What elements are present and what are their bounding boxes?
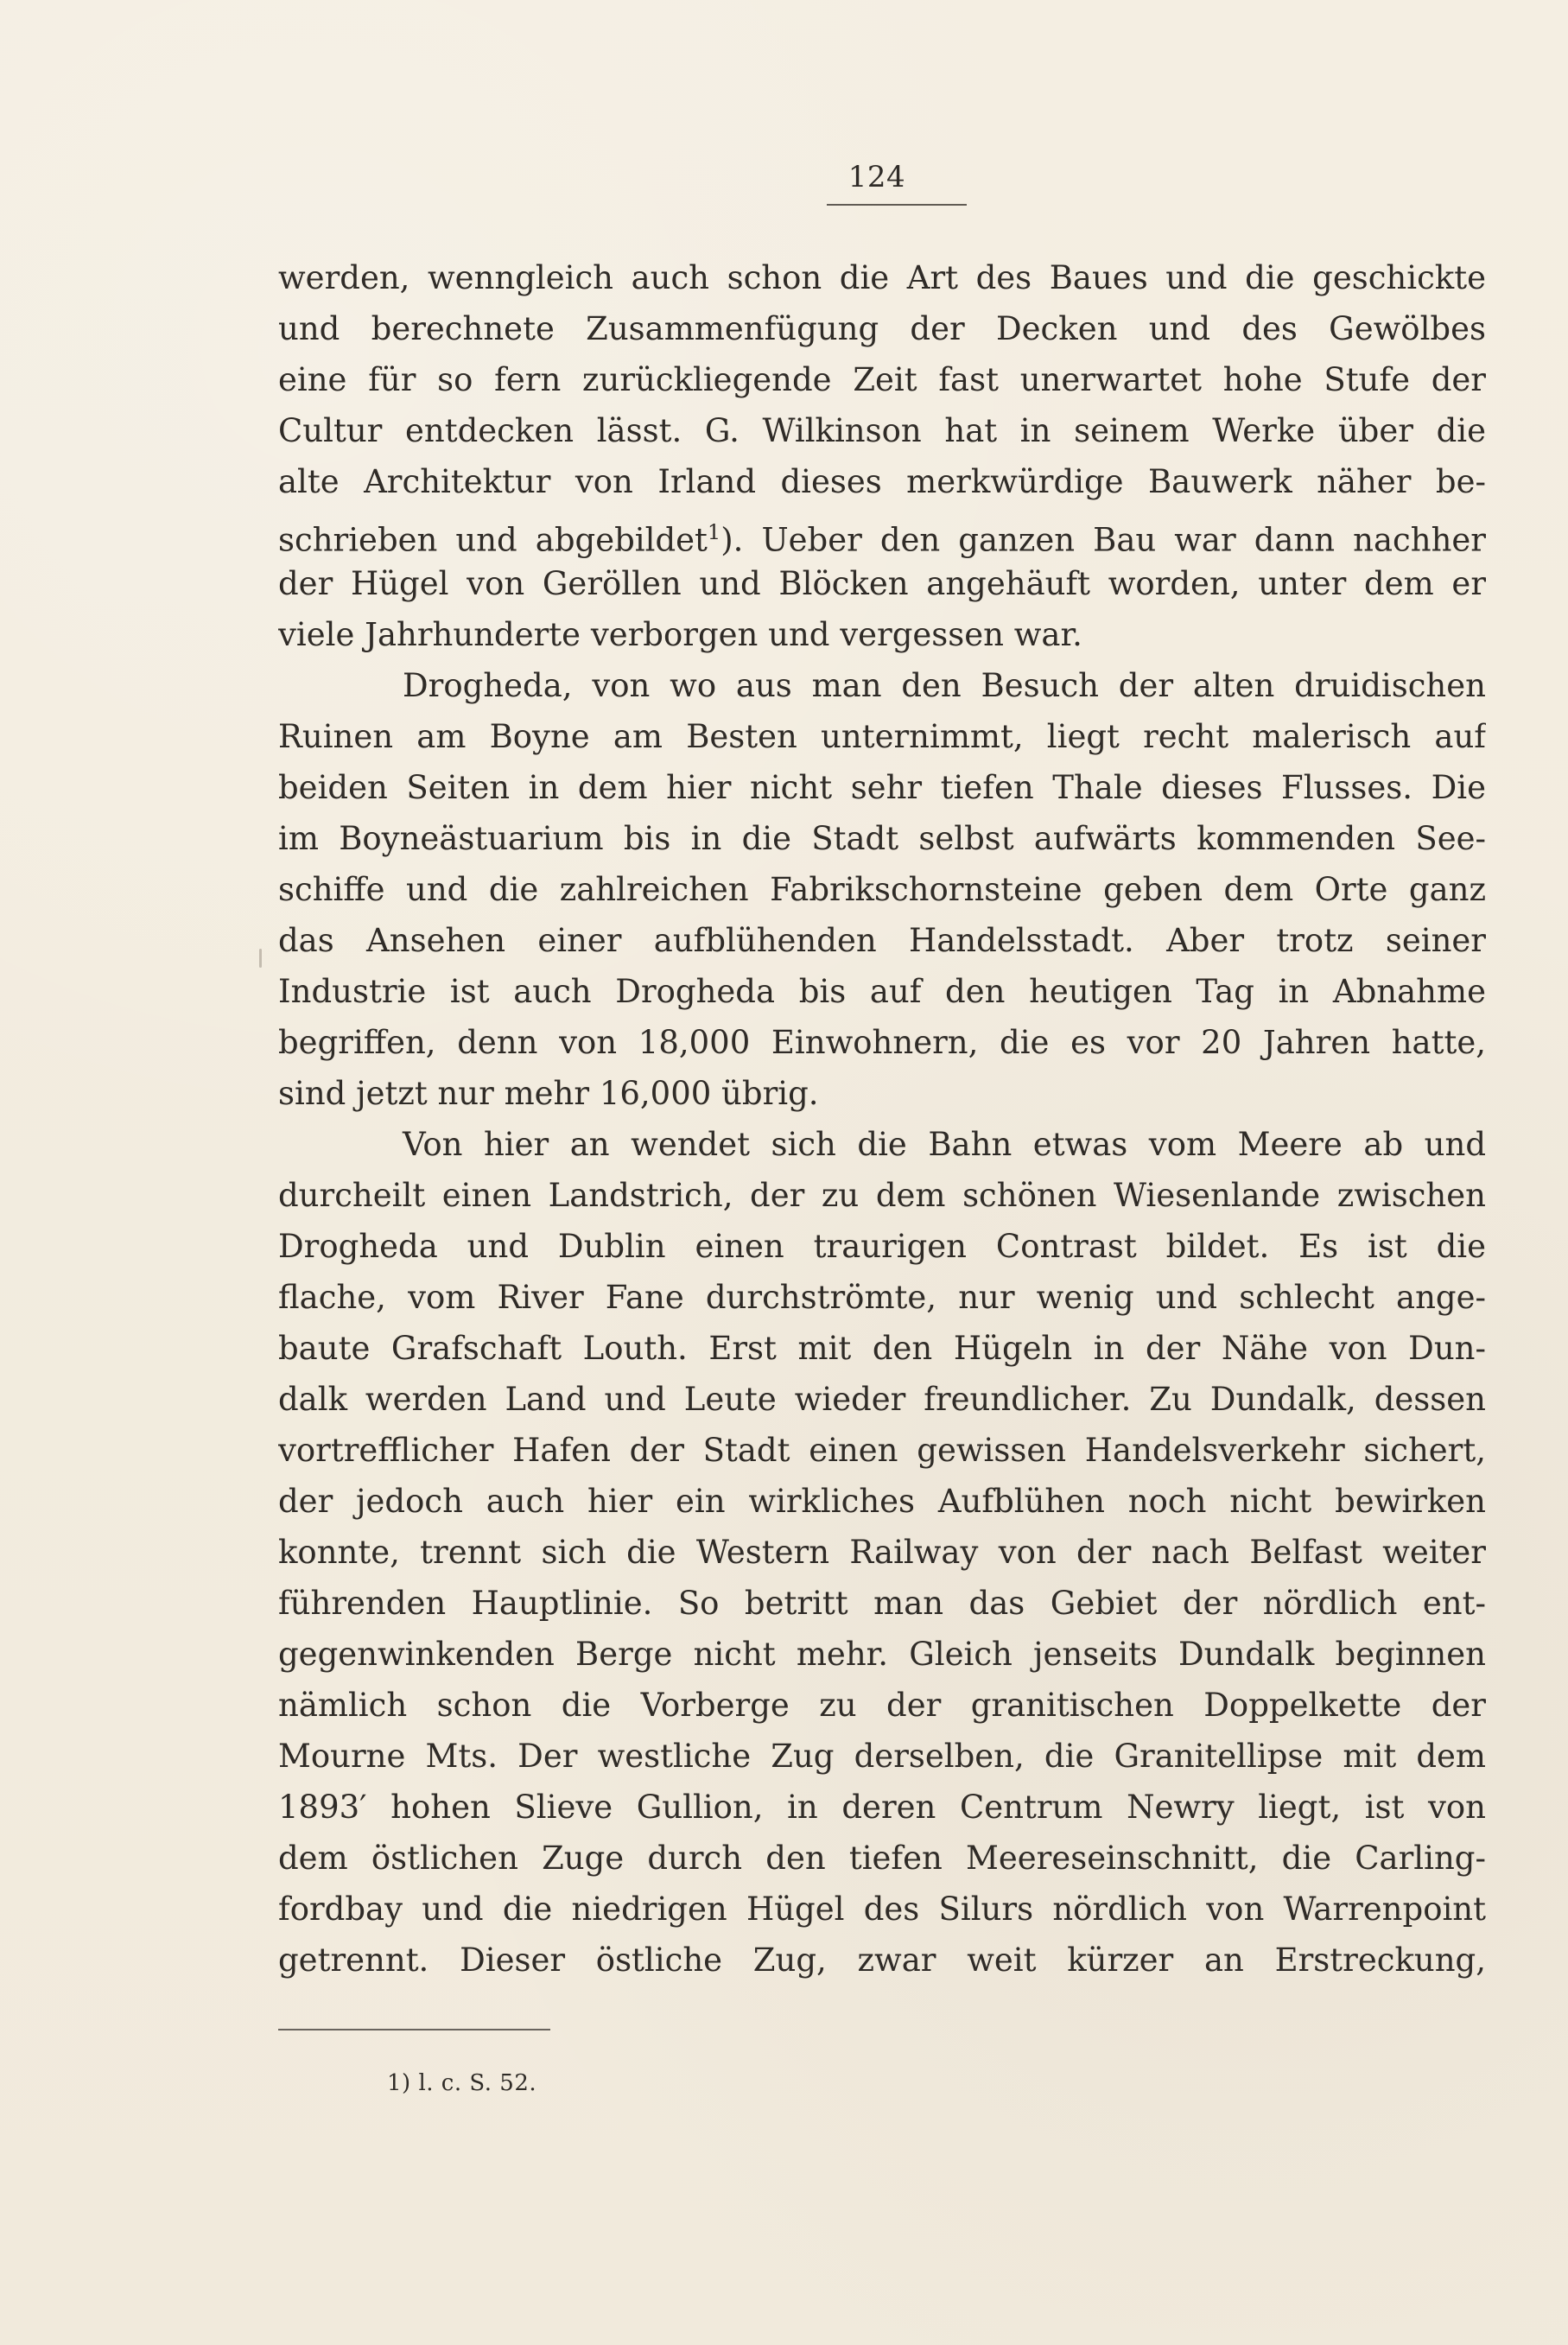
text-line: flache, vom River Fane durchströmte, nur wenig und schlecht ange-	[278, 1279, 1486, 1316]
text-line: Mourne Mts. Der westliche Zug derselben, die Granitellipse mit dem	[278, 1738, 1486, 1775]
text-line: alte Architektur von Irland dieses merkwürdige Bauwerk näher be-	[278, 463, 1486, 500]
text-line: Cultur entdecken lässt. G. Wilkinson hat in seinem Werke über die	[278, 412, 1486, 449]
text-line: Drogheda und Dublin einen traurigen Contrast bildet. Es ist die	[278, 1228, 1486, 1265]
text-line: Industrie ist auch Drogheda bis auf den heutigen Tag in Abnahme	[278, 973, 1486, 1010]
text-line: dem östlichen Zuge durch den tiefen Meereseinschnitt, die Carling-	[278, 1840, 1486, 1877]
text-line: durcheilt einen Landstrich, der zu dem schönen Wiesenlande zwischen	[278, 1177, 1486, 1214]
text-line: eine für so fern zurückliegende Zeit fast unerwartet hohe Stufe der	[278, 361, 1486, 398]
text-line: konnte, trennt sich die Western Railway von der nach Belfast weiter	[278, 1534, 1486, 1571]
text-line: der Hügel von Geröllen und Blöcken angehäuft worden, unter dem er	[278, 565, 1486, 602]
text-line: beiden Seiten in dem hier nicht sehr tiefen Thale dieses Flusses. Die	[278, 769, 1486, 806]
footnote-reference: 1	[707, 520, 721, 544]
text-line: baute Grafschaft Louth. Erst mit den Hügeln in der Nähe von Dun-	[278, 1330, 1486, 1367]
margin-mark	[259, 949, 262, 968]
text-line: begriffen, denn von 18,000 Einwohnern, die es vor 20 Jahren hatte,	[278, 1024, 1486, 1061]
text-line: dalk werden Land und Leute wieder freundlicher. Zu Dundalk, dessen	[278, 1381, 1486, 1418]
text-line: und berechnete Zusammenfügung der Decken und des Gewölbes	[278, 310, 1486, 347]
footnote-rule	[278, 2029, 550, 2030]
text-line: 1893′ hohen Slieve Gullion, in deren Centrum Newry liegt, ist von	[278, 1789, 1486, 1826]
text-line: Von hier an wendet sich die Bahn etwas vom Meere ab und	[403, 1126, 1486, 1163]
main-text	[278, 252, 1486, 1986]
page-number-rule	[827, 204, 967, 206]
page-number: 124	[847, 160, 906, 194]
text-line-with-footnote-ref	[278, 507, 1486, 558]
text-line: der jedoch auch hier ein wirkliches Aufblühen noch nicht bewirken	[278, 1483, 1486, 1520]
line-end: ). Ueber den ganzen Bau war dann nachher	[721, 521, 1486, 558]
text-line: schiffe und die zahlreichen Fabrikschornsteine geben dem Orte ganz	[278, 871, 1486, 908]
text-line: viele Jahrhunderte verborgen und vergessen war.	[278, 616, 1082, 653]
text-line: sind jetzt nur mehr 16,000 übrig.	[278, 1075, 819, 1112]
text-line: werden, wenngleich auch schon die Art des Baues und die geschickte	[278, 259, 1486, 296]
text-line: fordbay und die niedrigen Hügel des Silurs nördlich von Warrenpoint	[278, 1891, 1486, 1928]
line-start: schrieben und abgebildet	[278, 521, 708, 558]
text-line: gegenwinkenden Berge nicht mehr. Gleich jenseits Dundalk beginnen	[278, 1636, 1486, 1673]
text-line: vortrefflicher Hafen der Stadt einen gewissen Handelsverkehr sichert,	[278, 1432, 1486, 1469]
text-line: Drogheda, von wo aus man den Besuch der alten druidischen	[403, 667, 1486, 704]
text-line: nämlich schon die Vorberge zu der granitischen Doppelkette der	[278, 1687, 1486, 1724]
text-line: getrennt. Dieser östliche Zug, zwar weit kürzer an Erstreckung,	[278, 1941, 1486, 1979]
text-line: führenden Hauptlinie. So betritt man das Gebiet der nördlich ent-	[278, 1585, 1486, 1622]
text-line: das Ansehen einer aufblühenden Handelsstadt. Aber trotz seiner	[278, 922, 1486, 959]
text-line: Ruinen am Boyne am Besten unternimmt, liegt recht malerisch auf	[278, 718, 1486, 755]
text-line: im Boyneästuarium bis in die Stadt selbst aufwärts kommenden See-	[278, 820, 1486, 857]
footnote: 1) l. c. S. 52.	[387, 2070, 537, 2096]
